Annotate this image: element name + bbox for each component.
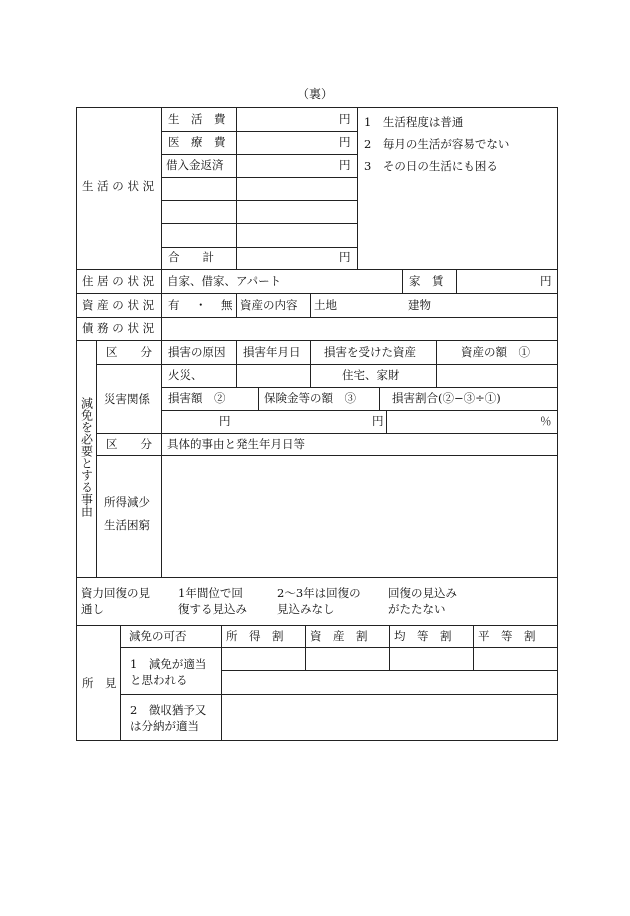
reason-kubun-2: 区 分 (106, 437, 152, 451)
percent-unit: ％ (540, 414, 552, 428)
living-cost-unit: 円 (339, 112, 351, 126)
yen-2: 円 (372, 414, 384, 428)
living-label: 生 活 の 状 況 (82, 179, 155, 193)
recovery-opt2b: 見込みなし (277, 602, 335, 616)
equal-levy-header: 平 等 割 (478, 629, 536, 643)
assets-land: 土地 (314, 298, 337, 312)
asset-amount-header: 資産の額 ① (461, 345, 530, 359)
recovery-label-2: 通し (81, 602, 104, 616)
housing-label: 住 居 の 状 況 (82, 274, 155, 288)
income-levy-header: 所 得 割 (226, 629, 284, 643)
recovery-label-1: 資力回復の見 (81, 586, 150, 600)
recovery-opt2a: 2〜3年は回復の (277, 586, 361, 600)
debts-label: 債 務 の 状 況 (82, 321, 155, 335)
opinion-label: 所 見 (82, 676, 117, 690)
assets-label: 資 産 の 状 況 (82, 298, 155, 312)
reason-label: 減免を必要とする事由 (79, 397, 94, 517)
damage-date-header: 損害年月日 (243, 345, 301, 359)
income-decrease-label: 所得減少 (104, 495, 150, 509)
assessment-form (76, 107, 558, 740)
living-level-2: 2 毎月の生活が容易でない (364, 137, 510, 151)
page-title: （裏） (296, 87, 333, 101)
living-level-1: 1 生活程度は普通 (364, 115, 464, 129)
assets-none: 無 (221, 298, 233, 312)
opinion-opt1a: 1 減免が適当 (130, 657, 207, 671)
recovery-opt3b: がたたない (388, 602, 446, 616)
housing-value: 自家、借家、アパート (167, 274, 282, 288)
hardship-label: 生活困窮 (104, 518, 150, 532)
total-label: 合 計 (168, 250, 214, 264)
rent-label: 家 賃 (409, 274, 444, 288)
assets-dot: ・ (195, 298, 207, 312)
living-cost-label: 生 活 費 (168, 112, 226, 126)
insurance-label: 保険金等の額 ③ (264, 391, 356, 405)
reduction-decision-label: 減免の可否 (129, 629, 187, 643)
detail-header: 具体的事由と発生年月日等 (167, 437, 305, 451)
fire-label: 火災、 (168, 368, 203, 382)
assets-content-label: 資産の内容 (240, 298, 298, 312)
opinion-opt1b: と思われる (130, 673, 188, 687)
total-unit: 円 (339, 250, 351, 264)
disaster-label: 災害関係 (104, 392, 150, 406)
damage-amount-label: 損害額 ② (168, 391, 226, 405)
medical-cost-unit: 円 (339, 135, 351, 149)
recovery-opt1b: 復する見込み (178, 602, 247, 616)
recovery-opt3a: 回復の見込み (388, 586, 457, 600)
housing-assets-label: 住宅、家財 (342, 368, 400, 382)
damage-ratio-label: 損害割合(②−③÷①) (392, 391, 501, 405)
assets-has: 有 (168, 298, 180, 312)
medical-cost-label: 医 療 費 (168, 135, 226, 149)
reason-kubun: 区 分 (106, 345, 152, 359)
opinion-opt2a: 2 徴収猶予又 (130, 703, 207, 717)
assets-building: 建物 (408, 298, 431, 312)
loan-repayment-unit: 円 (339, 158, 351, 172)
asset-levy-header: 資 産 割 (310, 629, 368, 643)
per-capita-levy-header: 均 等 割 (394, 629, 452, 643)
rent-unit: 円 (540, 274, 552, 288)
opinion-opt2b: は分納が適当 (130, 719, 199, 733)
damaged-assets-header: 損害を受けた資産 (324, 345, 416, 359)
yen-1: 円 (219, 414, 231, 428)
damage-cause-header: 損害の原因 (168, 345, 226, 359)
recovery-opt1a: 1年間位で回 (178, 586, 243, 600)
living-level-3: 3 その日の生活にも困る (364, 159, 498, 173)
loan-repayment-label: 借入金返済 (166, 158, 224, 172)
